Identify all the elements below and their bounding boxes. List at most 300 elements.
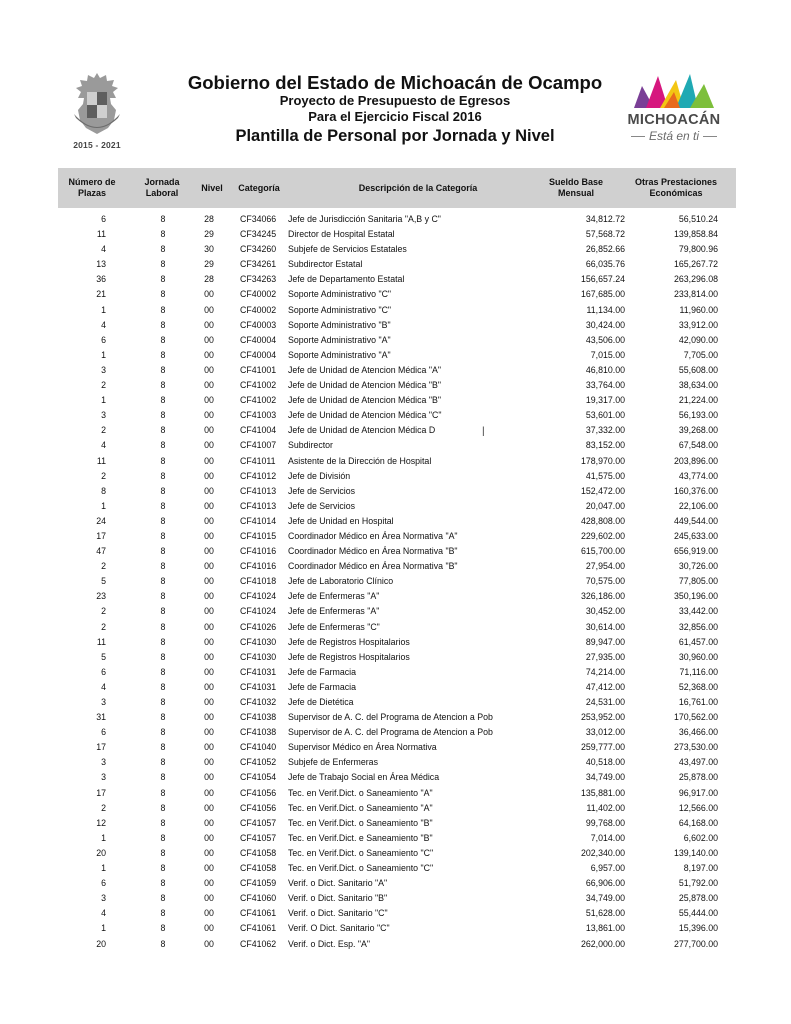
cell-descripcion: Subjefe de Enfermeras <box>288 757 378 768</box>
cell-jornada: 8 <box>160 712 166 723</box>
cell-categoria: CF41038 <box>240 712 277 723</box>
cell-nivel: 00 <box>204 847 214 858</box>
column-header-descripcion: Descripción de la Categoría <box>358 182 478 193</box>
cell-descripcion: Verif. O Dict. Sanitario "C" <box>288 923 390 934</box>
cell-descripcion: Tec. en Verif.Dict. o Saneamiento "A" <box>288 802 433 813</box>
brand-name: MICHOACÁN <box>627 112 721 128</box>
cell-jornada: 8 <box>160 530 166 541</box>
cell-plazas: 3 <box>101 410 106 421</box>
cell-otras: 277,700.00 <box>673 938 718 949</box>
table-row <box>0 650 791 665</box>
table-row <box>0 680 791 695</box>
cell-sueldo: 259,777.00 <box>580 742 625 753</box>
cell-otras: 12,566.00 <box>678 802 718 813</box>
cell-descripcion: Jefe de Unidad de Atencion Médica "B" <box>288 380 441 391</box>
cell-categoria: CF34066 <box>240 214 277 224</box>
cell-plazas: 11 <box>96 455 106 466</box>
cell-categoria: CF41024 <box>240 591 277 602</box>
cell-plazas: 5 <box>101 576 106 587</box>
cell-descripcion: Verif. o Dict. Sanitario "C" <box>288 908 388 919</box>
cell-nivel: 00 <box>204 349 214 360</box>
cell-nivel: 00 <box>204 878 214 889</box>
cell-descripcion: Verif. o Dict. Esp. "A" <box>288 938 371 949</box>
cell-otras: 11,960.00 <box>679 304 718 315</box>
cell-nivel: 00 <box>204 440 214 451</box>
cell-categoria: CF41032 <box>240 697 277 707</box>
stray-mark: | <box>482 426 485 437</box>
cell-jornada: 8 <box>160 334 166 345</box>
brand-tagline: Está en ti <box>620 129 728 143</box>
cell-jornada: 8 <box>160 304 166 315</box>
cell-sueldo: 34,749.00 <box>585 893 625 904</box>
cell-plazas: 31 <box>96 712 106 723</box>
column-header-nivel: Nivel <box>201 182 223 193</box>
cell-descripcion: Subjefe de Servicios Estatales <box>288 244 407 255</box>
cell-categoria: CF34263 <box>240 274 277 285</box>
cell-nivel: 00 <box>204 832 214 843</box>
table-row <box>0 484 791 499</box>
cell-categoria: CF41030 <box>240 651 277 662</box>
cell-otras: 8,197.00 <box>683 863 718 874</box>
cell-plazas: 20 <box>96 847 106 858</box>
cell-plazas: 2 <box>101 470 106 481</box>
cell-plazas: 1 <box>101 863 106 874</box>
cell-nivel: 00 <box>204 697 214 707</box>
cell-nivel: 00 <box>204 817 214 828</box>
seal-years: 2015 - 2021 <box>73 140 121 150</box>
cell-plazas: 1 <box>101 923 106 934</box>
cell-sueldo: 428,808.00 <box>580 515 625 526</box>
table-row <box>0 906 791 921</box>
cell-descripcion: Soporte Administrativo "C" <box>288 289 392 300</box>
table-row <box>0 635 791 650</box>
cell-plazas: 6 <box>101 334 106 345</box>
cell-otras: 67,548.00 <box>678 440 718 451</box>
cell-descripcion: Verif. o Dict. Sanitario "A" <box>288 878 388 889</box>
cell-sueldo: 156,657.24 <box>580 274 625 285</box>
cell-plazas: 1 <box>101 395 106 406</box>
michoacan-logo <box>620 72 728 152</box>
cell-plazas: 36 <box>96 274 106 285</box>
cell-categoria: CF41013 <box>240 500 277 511</box>
column-header-categoria: Categoría <box>238 182 280 193</box>
table-row <box>0 318 791 333</box>
table-row <box>0 242 791 257</box>
cell-descripcion: Jefe de Farmacia <box>288 666 356 677</box>
cell-otras: 38,634.00 <box>678 380 718 391</box>
cell-otras: 79,800.96 <box>678 244 718 255</box>
cell-plazas: 2 <box>101 380 106 391</box>
cell-categoria: CF41054 <box>240 772 277 783</box>
cell-descripcion: Soporte Administrativo "A" <box>288 334 391 345</box>
cell-otras: 25,878.00 <box>678 772 718 783</box>
cell-nivel: 00 <box>204 606 214 617</box>
cell-categoria: CF41004 <box>240 425 277 436</box>
cell-otras: 32,856.00 <box>678 621 718 632</box>
cell-nivel: 00 <box>204 712 214 723</box>
cell-plazas: 47 <box>96 546 106 557</box>
cell-sueldo: 19,317.00 <box>585 395 625 406</box>
cell-sueldo: 27,935.00 <box>585 651 625 662</box>
cell-sueldo: 178,970.00 <box>580 455 625 466</box>
cell-descripcion: Jefe de Unidad de Atencion Médica "B" <box>288 395 441 406</box>
table-row <box>0 408 791 423</box>
table-row <box>0 695 791 710</box>
table-row <box>0 665 791 680</box>
cell-sueldo: 40,518.00 <box>585 757 625 768</box>
cell-sueldo: 74,214.00 <box>585 666 625 677</box>
cell-categoria: CF41056 <box>240 802 277 813</box>
cell-categoria: CF34260 <box>240 244 277 255</box>
cell-sueldo: 53,601.00 <box>585 410 625 421</box>
column-header-jornada: Jornada Laboral <box>144 177 180 198</box>
cell-nivel: 00 <box>204 727 214 738</box>
cell-nivel: 00 <box>204 546 214 557</box>
cell-otras: 71,116.00 <box>679 666 718 677</box>
cell-jornada: 8 <box>160 395 166 406</box>
cell-nivel: 00 <box>204 893 214 904</box>
cell-plazas: 2 <box>101 802 106 813</box>
cell-jornada: 8 <box>160 621 166 632</box>
cell-nivel: 00 <box>204 485 214 496</box>
cell-sueldo: 51,628.00 <box>585 908 625 919</box>
table-row <box>0 514 791 529</box>
cell-descripcion: Jefe de Unidad de Atencion Médica "A" <box>288 364 441 375</box>
cell-nivel: 00 <box>204 515 214 526</box>
cell-categoria: CF41001 <box>240 364 277 375</box>
cell-sueldo: 66,035.76 <box>585 259 625 270</box>
cell-descripcion: Tec. en Verif.Dict. o Saneamiento "C" <box>288 847 434 858</box>
state-seal <box>66 70 128 154</box>
cell-sueldo: 7,015.00 <box>590 349 625 360</box>
table-row <box>0 559 791 574</box>
cell-plazas: 4 <box>101 681 106 692</box>
table-row <box>0 378 791 393</box>
cell-descripcion: Jefe de Departamento Estatal <box>288 274 405 285</box>
cell-jornada: 8 <box>160 546 166 557</box>
cell-jornada: 8 <box>160 681 166 692</box>
cell-otras: 96,917.00 <box>678 787 718 798</box>
cell-plazas: 6 <box>101 666 106 677</box>
cell-sueldo: 43,506.00 <box>585 334 625 345</box>
cell-nivel: 00 <box>204 757 214 768</box>
cell-plazas: 2 <box>101 561 106 572</box>
cell-plazas: 17 <box>96 787 106 798</box>
cell-otras: 33,442.00 <box>678 606 718 617</box>
cell-categoria: CF41052 <box>240 757 277 768</box>
cell-otras: 77,805.00 <box>678 576 718 587</box>
cell-nivel: 00 <box>204 410 214 421</box>
cell-sueldo: 13,861.00 <box>585 923 625 934</box>
cell-nivel: 00 <box>204 455 214 466</box>
cell-jornada: 8 <box>160 757 166 768</box>
cell-categoria: CF41012 <box>240 470 277 481</box>
cell-nivel: 00 <box>204 304 214 315</box>
cell-otras: 245,633.00 <box>673 530 718 541</box>
cell-sueldo: 615,700.00 <box>580 546 625 557</box>
cell-categoria: CF41059 <box>240 878 277 889</box>
cell-otras: 6,602.00 <box>683 832 718 843</box>
cell-sueldo: 262,000.00 <box>580 938 625 949</box>
cell-nivel: 00 <box>204 938 214 949</box>
cell-descripcion: Subdirector <box>288 440 333 451</box>
cell-nivel: 00 <box>204 908 214 919</box>
cell-plazas: 5 <box>101 651 106 662</box>
cell-nivel: 00 <box>204 425 214 436</box>
cell-nivel: 00 <box>204 500 214 511</box>
cell-jornada: 8 <box>160 319 166 330</box>
cell-plazas: 1 <box>101 500 106 511</box>
cell-jornada: 8 <box>160 787 166 798</box>
cell-jornada: 8 <box>160 515 166 526</box>
cell-plazas: 4 <box>101 244 106 255</box>
cell-descripcion: Jefe de Trabajo Social en Área Médica <box>288 772 440 783</box>
cell-categoria: CF41058 <box>240 847 277 858</box>
cell-plazas: 3 <box>101 757 106 768</box>
page-subtitle-3: Plantilla de Personal por Jornada y Nivel <box>235 127 555 145</box>
cell-jornada: 8 <box>160 772 166 783</box>
cell-categoria: CF34245 <box>240 229 277 240</box>
cell-descripcion: Jefe de Enfermeras "A" <box>288 606 380 617</box>
table-row <box>0 604 791 619</box>
cell-sueldo: 7,014.00 <box>590 832 625 843</box>
cell-otras: 656,919.00 <box>673 546 718 557</box>
cell-categoria: CF41007 <box>240 440 277 451</box>
cell-plazas: 3 <box>101 364 106 375</box>
cell-categoria: CF41056 <box>240 787 277 798</box>
table-row <box>0 921 791 936</box>
cell-otras: 55,444.00 <box>678 908 718 919</box>
cell-categoria: CF34261 <box>240 259 277 270</box>
cell-jornada: 8 <box>160 742 166 753</box>
table-row <box>0 891 791 906</box>
cell-otras: 51,792.00 <box>678 878 718 889</box>
cell-categoria: CF41060 <box>240 893 277 904</box>
cell-otras: 64,168.00 <box>678 817 718 828</box>
cell-jornada: 8 <box>160 289 166 300</box>
cell-nivel: 00 <box>204 787 214 798</box>
column-header-otras: Otras Prestaciones Económicas <box>634 177 718 198</box>
cell-jornada: 8 <box>160 923 166 934</box>
table-row <box>0 272 791 287</box>
cell-categoria: CF41014 <box>240 515 277 526</box>
cell-plazas: 6 <box>101 214 106 224</box>
cell-jornada: 8 <box>160 908 166 919</box>
cell-nivel: 00 <box>204 530 214 541</box>
cell-otras: 15,396.00 <box>678 923 718 934</box>
cell-nivel: 00 <box>204 380 214 391</box>
cell-sueldo: 326,186.00 <box>580 591 625 602</box>
cell-jornada: 8 <box>160 606 166 617</box>
cell-jornada: 8 <box>160 802 166 813</box>
table-row <box>0 786 791 801</box>
page-subtitle-1: Proyecto de Presupuesto de Egresos <box>279 93 511 108</box>
cell-plazas: 1 <box>101 832 106 843</box>
cell-categoria: CF41015 <box>240 530 277 541</box>
table-row <box>0 937 791 952</box>
michoacan-crown-icon <box>620 72 728 112</box>
table-row <box>0 529 791 544</box>
cell-sueldo: 41,575.00 <box>585 470 625 481</box>
cell-categoria: CF41011 <box>240 455 276 466</box>
cell-otras: 36,466.00 <box>678 727 718 738</box>
cell-nivel: 00 <box>204 651 214 662</box>
cell-plazas: 12 <box>96 817 106 828</box>
cell-categoria: CF41016 <box>240 546 277 557</box>
cell-nivel: 30 <box>204 244 214 255</box>
cell-plazas: 4 <box>101 440 106 451</box>
cell-jornada: 8 <box>160 651 166 662</box>
cell-sueldo: 99,768.00 <box>585 817 625 828</box>
cell-nivel: 00 <box>204 395 214 406</box>
cell-sueldo: 24,531.00 <box>585 697 625 707</box>
cell-otras: 139,140.00 <box>673 847 718 858</box>
cell-categoria: CF41058 <box>240 863 277 874</box>
cell-descripcion: Jefe de Unidad de Atencion Médica "C" <box>288 410 442 421</box>
cell-sueldo: 47,412.00 <box>585 681 625 692</box>
cell-descripcion: Asistente de la Dirección de Hospital <box>288 455 432 466</box>
cell-descripcion: Jefe de Registros Hospitalarios <box>288 651 410 662</box>
cell-nivel: 00 <box>204 636 214 647</box>
page-title: Gobierno del Estado de Michoacán de Ocampo <box>187 72 603 93</box>
cell-jornada: 8 <box>160 878 166 889</box>
cell-categoria: CF41002 <box>240 395 277 406</box>
cell-sueldo: 34,749.00 <box>585 772 625 783</box>
cell-nivel: 00 <box>204 802 214 813</box>
cell-nivel: 00 <box>204 319 214 330</box>
cell-otras: 43,497.00 <box>678 757 718 768</box>
cell-sueldo: 37,332.00 <box>585 425 625 436</box>
cell-jornada: 8 <box>160 274 166 285</box>
cell-otras: 273,530.00 <box>673 742 718 753</box>
cell-nivel: 00 <box>204 923 214 934</box>
cell-jornada: 8 <box>160 380 166 391</box>
cell-categoria: CF41003 <box>240 410 277 421</box>
cell-plazas: 17 <box>96 530 106 541</box>
cell-plazas: 2 <box>101 621 106 632</box>
cell-descripcion: Jefe de Enfermeras "C" <box>288 621 380 632</box>
cell-jornada: 8 <box>160 349 166 360</box>
table-row <box>0 423 791 438</box>
cell-descripcion: Supervisor Médico en Área Normativa <box>288 742 437 753</box>
table-body <box>0 212 791 952</box>
cell-plazas: 3 <box>101 772 106 783</box>
cell-categoria: CF41038 <box>240 727 277 738</box>
cell-descripcion: Tec. en Verif.Dict. o Saneamiento "C" <box>288 863 434 874</box>
cell-nivel: 00 <box>204 681 214 692</box>
cell-plazas: 17 <box>96 742 106 753</box>
cell-nivel: 28 <box>204 274 214 285</box>
cell-sueldo: 20,047.00 <box>585 500 625 511</box>
cell-otras: 233,814.00 <box>673 289 718 300</box>
cell-categoria: CF40003 <box>240 319 277 330</box>
cell-categoria: CF40004 <box>240 349 277 360</box>
cell-descripcion: Jefe de Unidad en Hospital <box>288 515 394 526</box>
table-row <box>0 257 791 272</box>
cell-descripcion: Jefe de División <box>288 470 351 481</box>
cell-jornada: 8 <box>160 244 166 255</box>
table-row <box>0 438 791 453</box>
table-row <box>0 755 791 770</box>
cell-plazas: 11 <box>96 636 106 647</box>
cell-sueldo: 83,152.00 <box>585 440 625 451</box>
cell-plazas: 1 <box>101 349 106 360</box>
cell-jornada: 8 <box>160 893 166 904</box>
cell-categoria: CF41062 <box>240 938 277 949</box>
cell-sueldo: 46,810.00 <box>585 364 625 375</box>
cell-nivel: 00 <box>204 576 214 587</box>
cell-nivel: 00 <box>204 742 214 753</box>
cell-otras: 55,608.00 <box>678 364 718 375</box>
cell-jornada: 8 <box>160 636 166 647</box>
cell-descripcion: Soporte Administrativo "B" <box>288 319 391 330</box>
cell-plazas: 13 <box>96 259 106 270</box>
cell-categoria: CF41057 <box>240 832 277 843</box>
cell-categoria: CF41030 <box>240 636 277 647</box>
cell-sueldo: 11,134.00 <box>586 304 625 315</box>
cell-categoria: CF41031 <box>240 681 277 692</box>
cell-descripcion: Jefe de Unidad de Atencion Médica D <box>288 425 436 436</box>
cell-descripcion: Jefe de Farmacia <box>288 681 356 692</box>
cell-plazas: 6 <box>101 727 106 738</box>
cell-jornada: 8 <box>160 666 166 677</box>
column-header-plazas: Número de Plazas <box>68 177 116 198</box>
cell-descripcion: Jefe de Servicios <box>288 485 355 496</box>
cell-otras: 203,896.00 <box>673 455 718 466</box>
cell-otras: 56,510.24 <box>678 214 718 224</box>
cell-plazas: 20 <box>96 938 106 949</box>
table-row <box>0 574 791 589</box>
cell-otras: 263,296.08 <box>673 274 718 285</box>
table-row <box>0 333 791 348</box>
cell-nivel: 28 <box>204 214 214 224</box>
cell-otras: 43,774.00 <box>678 470 718 481</box>
page-subtitle-2: Para el Ejercicio Fiscal 2016 <box>308 109 482 124</box>
cell-descripcion: Coordinador Médico en Área Normativa "A" <box>288 530 458 541</box>
cell-categoria: CF41013 <box>240 485 277 496</box>
table-row <box>0 816 791 831</box>
cell-jornada: 8 <box>160 500 166 511</box>
cell-categoria: CF41061 <box>240 908 277 919</box>
table-row <box>0 469 791 484</box>
cell-sueldo: 57,568.72 <box>585 229 625 240</box>
cell-jornada: 8 <box>160 229 166 240</box>
cell-descripcion: Jefe de Jurisdicción Sanitaria "A,B y C" <box>288 214 441 224</box>
table-row <box>0 740 791 755</box>
cell-descripcion: Coordinador Médico en Área Normativa "B" <box>288 546 458 557</box>
cell-sueldo: 6,957.00 <box>590 863 625 874</box>
cell-categoria: CF41026 <box>240 621 277 632</box>
cell-jornada: 8 <box>160 727 166 738</box>
cell-otras: 52,368.00 <box>678 681 718 692</box>
cell-nivel: 29 <box>204 229 214 240</box>
table-row <box>0 454 791 469</box>
table-row <box>0 770 791 785</box>
cell-descripcion: Tec. en Verif.Dict. e Saneamiento "B" <box>288 832 433 843</box>
cell-descripcion: Tec. en Verif.Dict. o Saneamiento "B" <box>288 817 433 828</box>
cell-otras: 30,726.00 <box>678 561 718 572</box>
cell-plazas: 23 <box>96 591 106 602</box>
cell-plazas: 21 <box>96 289 106 300</box>
table-row <box>0 544 791 559</box>
cell-otras: 165,267.72 <box>673 259 718 270</box>
cell-descripcion: Soporte Administrativo "C" <box>288 304 392 315</box>
cell-otras: 16,761.00 <box>678 697 718 707</box>
cell-sueldo: 26,852.66 <box>585 244 625 255</box>
table-row <box>0 227 791 242</box>
cell-categoria: CF40004 <box>240 334 277 345</box>
cell-descripcion: Jefe de Registros Hospitalarios <box>288 636 410 647</box>
